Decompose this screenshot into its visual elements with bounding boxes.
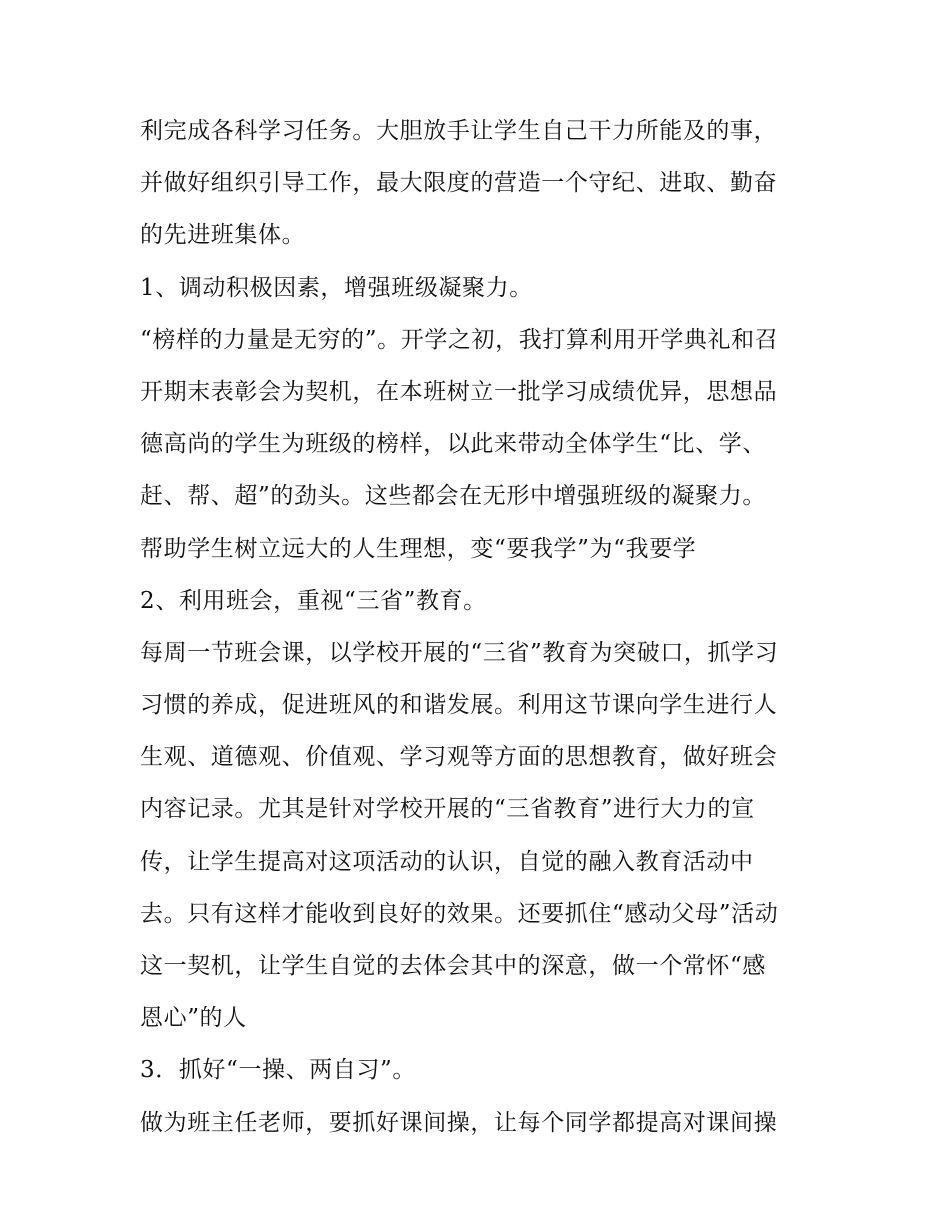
text-line: 并做好组织引导工作，最大限度的营造一个守纪、进取、勤奋	[140, 170, 778, 197]
text-line: 内容记录。尤其是针对学校开展的“三省教育”进行大力的宣	[140, 796, 755, 823]
section-heading-3: 3．抓好“一操、两自习”。	[140, 1057, 416, 1084]
text-line: 赶、帮、超”的劲头。这些都会在无形中增强班级的凝聚力。	[140, 483, 766, 510]
text-line: 做为班主任老师，要抓好课间操，让每个同学都提高对课间操	[140, 1109, 778, 1136]
text-line: 帮助学生树立远大的人生理想，变“要我学”为“我要学	[140, 535, 697, 562]
text-line: 生观、道德观、价值观、学习观等方面的思想教育，做好班会	[140, 744, 778, 771]
text-line: 利完成各科学习任务。大胆放手让学生自己干力所能及的事，	[140, 118, 778, 144]
text-line: 恩心”的人	[140, 1005, 247, 1032]
text-line: 去。只有这样才能收到良好的效果。还要抓住“感动父母”活动	[140, 900, 779, 927]
text-line: 传，让学生提高对这项活动的认识，自觉的融入教育活动中	[140, 848, 754, 875]
text-line: 开期末表彰会为契机，在本班树立一批学习成绩优异，思想品	[140, 378, 778, 405]
section-heading-1: 1、调动积极因素，增强班级凝聚力。	[140, 274, 533, 301]
text-line: 这一契机，让学生自觉的去体会其中的深意，做一个常怀“感	[140, 953, 766, 979]
text-line: 的先进班集体。	[140, 222, 306, 249]
document-body	[140, 105, 820, 1149]
text-line: 习惯的养成，促进班风的和谐发展。利用这节课向学生进行人	[140, 692, 778, 719]
text-line: 每周一节班会课，以学校开展的“三省”教育为突破口，抓学习	[140, 639, 779, 666]
text-line: “榜样的力量是无穷的”。开学之初，我打算利用开学典礼和召	[140, 326, 779, 353]
section-heading-2: 2、利用班会，重视“三省”教育。	[140, 587, 487, 614]
text-line: 德高尚的学生为班级的榜样，以此来带动全体学生“比、学、	[140, 431, 766, 458]
